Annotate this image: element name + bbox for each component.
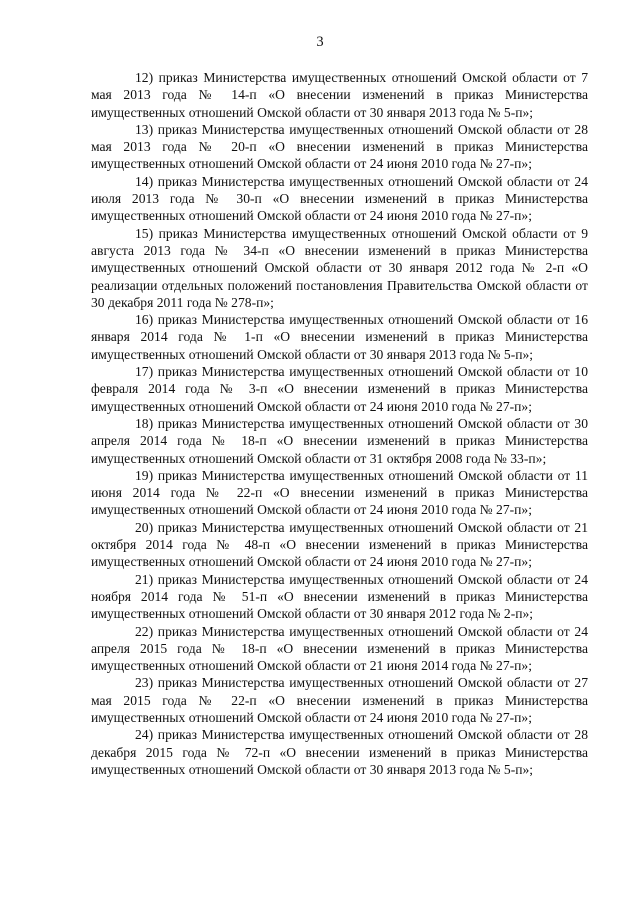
document-body — [91, 69, 588, 778]
list-item-22: 22) приказ Министерства имущественных отношений Омской области от 24 апреля 2015 года № 18-п «О внесении изменений в приказ Министерства имущественных отношений Омской области от 21 июня 2014 года № 27-п»; — [91, 623, 588, 674]
list-item-20: 20) приказ Министерства имущественных отношений Омской области от 21 октября 2014 года № 48-п «О внесении изменений в приказ Министерства имущественных отношений Омской области от 24 июня 2010 года № 27-п»; — [91, 519, 588, 570]
list-item-15: 15) приказ Министерства имущественных отношений Омской области от 9 августа 2013 года № 34-п «О внесении изменений в приказ Министерства имущественных отношений Омской области от 30 января 2012 года № 2-п «О реализации отдельных положений постановления Правительства Омской области от 30 декабря 2011 года № 278-п»; — [91, 225, 588, 310]
list-item-17: 17) приказ Министерства имущественных отношений Омской области от 10 февраля 2014 года № 3-п «О внесении изменений в приказ Министерства имущественных отношений Омской области от 24 июня 2010 года № 27-п»; — [91, 364, 588, 414]
list-item-12: 12) приказ Министерства имущественных отношений Омской области от 7 мая 2013 года № 14-п «О внесении изменений в приказ Министерства имущественных отношений Омской области от 30 января 2013 года № 5-п»; — [91, 70, 588, 120]
list-item-19: 19) приказ Министерства имущественных отношений Омской области от 11 июня 2014 года № 22-п «О внесении изменений в приказ Министерства имущественных отношений Омской области от 24 июня 2010 года № 27-п»; — [91, 467, 588, 518]
list-item-21: 21) приказ Министерства имущественных отношений Омской области от 24 ноября 2014 года № 51-п «О внесении изменений в приказ Министерства имущественных отношений Омской области от 30 января 2012 года № 2-п»; — [91, 571, 588, 622]
list-item-24: 24) приказ Министерства имущественных отношений Омской области от 28 декабря 2015 года № 72-п «О внесении изменений в приказ Министерства имущественных отношений Омской области от 30 января 2013 года № 5-п»; — [91, 727, 588, 777]
list-item-18: 18) приказ Министерства имущественных отношений Омской области от 30 апреля 2014 года № 18-п «О внесении изменений в приказ Министерства имущественных отношений Омской области от 31 октября 2008 года № 33-п»; — [91, 415, 588, 466]
page-number: 3 — [316, 34, 324, 50]
list-item-13: 13) приказ Министерства имущественных отношений Омской области от 28 мая 2013 года № 20-п «О внесении изменений в приказ Министерства имущественных отношений Омской области от 24 июня 2010 года № 27-п»; — [91, 121, 588, 172]
list-item-23: 23) приказ Министерства имущественных отношений Омской области от 27 мая 2015 года № 22-п «О внесении изменений в приказ Министерства имущественных отношений Омской области от 24 июня 2010 года № 27-п»; — [91, 675, 588, 725]
list-item-16: 16) приказ Министерства имущественных отношений Омской области от 16 января 2014 года № 1-п «О внесении изменений в приказ Министерства имущественных отношений Омской области от 30 января 2013 года № 5-п»; — [91, 312, 588, 362]
list-item-14: 14) приказ Министерства имущественных отношений Омской области от 24 июля 2013 года № 30-п «О внесении изменений в приказ Министерства имущественных отношений Омской области от 24 июня 2010 года № 27-п»; — [91, 173, 588, 224]
